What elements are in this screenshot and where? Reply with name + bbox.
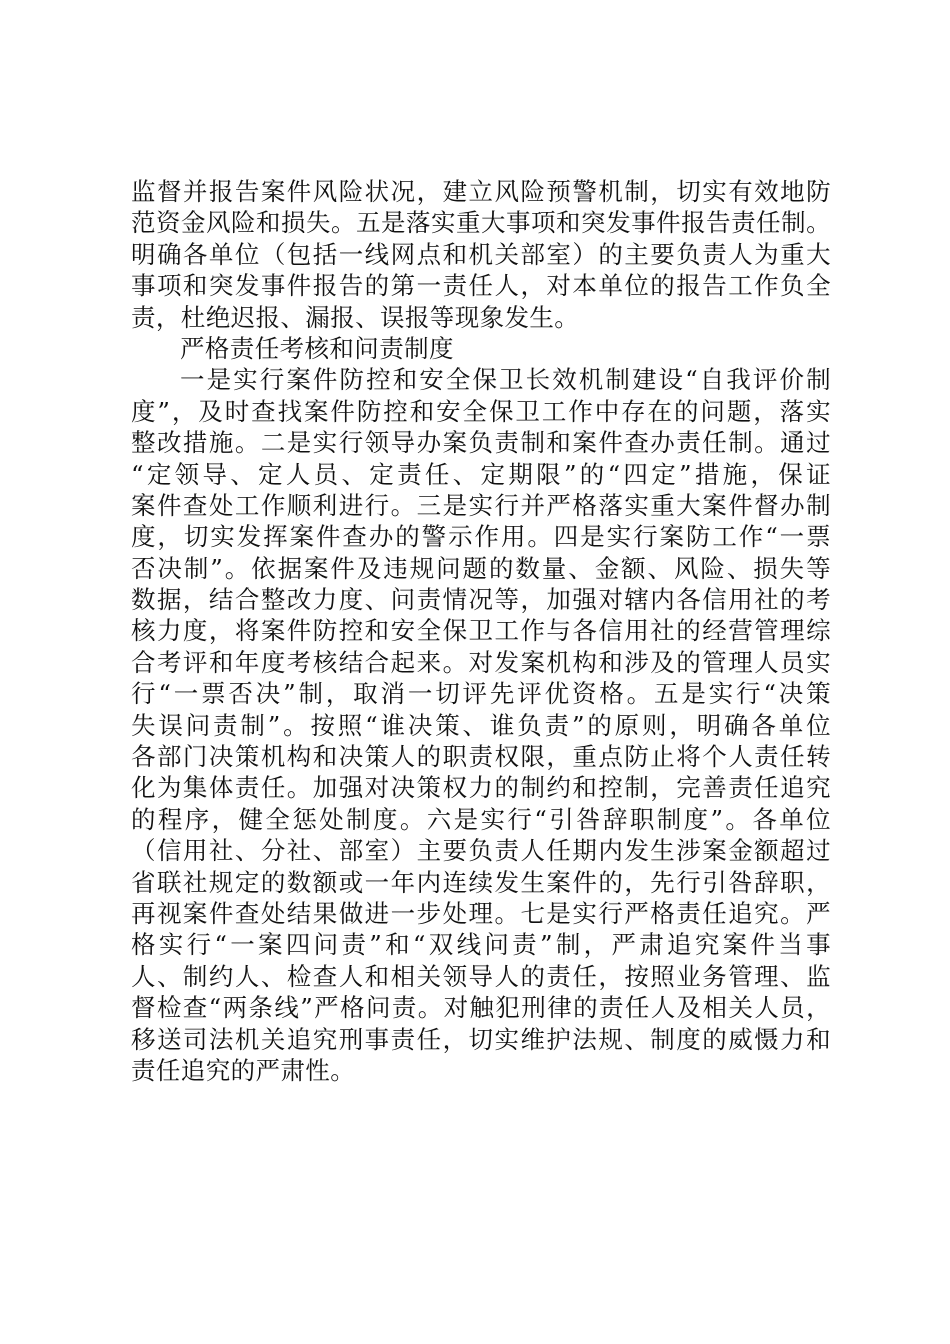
text-line: 数据，结合整改力度、问责情况等，加强对辖内各信用社的考 — [131, 585, 831, 615]
text-line: 一是实行案件防控和安全保卫长效机制建设“自我评价制 — [180, 365, 831, 395]
text-line: 督检查“两条线”严格问责。对触犯刑律的责任人及相关人员， — [131, 993, 831, 1023]
text-line: 度，切实发挥案件查办的警示作用。四是实行案防工作“一票 — [131, 522, 831, 552]
text-line: 化为集体责任。加强对决策权力的制约和控制，完善责任追究 — [131, 773, 831, 803]
text-line: 事项和突发事件报告的第一责任人，对本单位的报告工作负全 — [131, 271, 831, 301]
text-line: 合考评和年度考核结合起来。对发案机构和涉及的管理人员实 — [131, 647, 831, 677]
text-line: 格实行“一案四问责”和“双线问责”制，严肃追究案件当事 — [131, 930, 831, 960]
text-line: 责任追究的严肃性。 — [131, 1055, 356, 1085]
text-line: 责，杜绝迟报、漏报、误报等现象发生。 — [131, 302, 580, 332]
text-line: （信用社、分社、部室）主要负责人任期内发生涉案金额超过 — [131, 836, 831, 866]
text-line: 的程序，健全惩处制度。六是实行“引咎辞职制度”。各单位 — [131, 804, 831, 834]
text-line: 行“一票否决”制，取消一切评先评优资格。五是实行“决策 — [131, 679, 831, 709]
text-line: 核力度，将案件防控和安全保卫工作与各信用社的经营管理综 — [131, 616, 831, 646]
paragraph-1 — [131, 176, 831, 333]
text-line: 范资金风险和损失。五是落实重大事项和突发事件报告责任制。 — [131, 208, 831, 238]
text-line: 人、制约人、检查人和相关领导人的责任，按照业务管理、监 — [131, 961, 831, 991]
text-line: 监督并报告案件风险状况，建立风险预警机制，切实有效地防 — [131, 177, 831, 206]
paragraph-2 — [131, 364, 831, 1086]
text-line: 度”，及时查找案件防控和安全保卫工作中存在的问题，落实 — [131, 396, 831, 426]
text-line: 再视案件查处结果做进一步处理。七是实行严格责任追究。严 — [131, 898, 831, 928]
text-line: 案件查处工作顺利进行。三是实行并严格落实重大案件督办制 — [131, 490, 831, 520]
text-line: 失误问责制”。按照“谁决策、谁负责”的原则，明确各单位 — [131, 710, 831, 740]
text-line: 各部门决策机构和决策人的职责权限，重点防止将个人责任转 — [131, 742, 831, 772]
document-body — [131, 176, 831, 1086]
text-line: 否决制”。依据案件及违规问题的数量、金额、风险、损失等 — [131, 553, 831, 583]
text-line: 整改措施。二是实行领导办案负责制和案件查办责任制。通过 — [131, 428, 831, 458]
text-line: 省联社规定的数额或一年内连续发生案件的，先行引咎辞职， — [131, 867, 831, 897]
text-line: 移送司法机关追究刑事责任，切实维护法规、制度的威慑力和 — [131, 1024, 831, 1054]
section-heading: 严格责任考核和问责制度 — [180, 333, 454, 363]
text-line: 明确各单位（包括一线网点和机关部室）的主要负责人为重大 — [131, 239, 831, 269]
text-line: “定领导、定人员、定责任、定期限”的“四定”措施，保证 — [131, 459, 831, 489]
